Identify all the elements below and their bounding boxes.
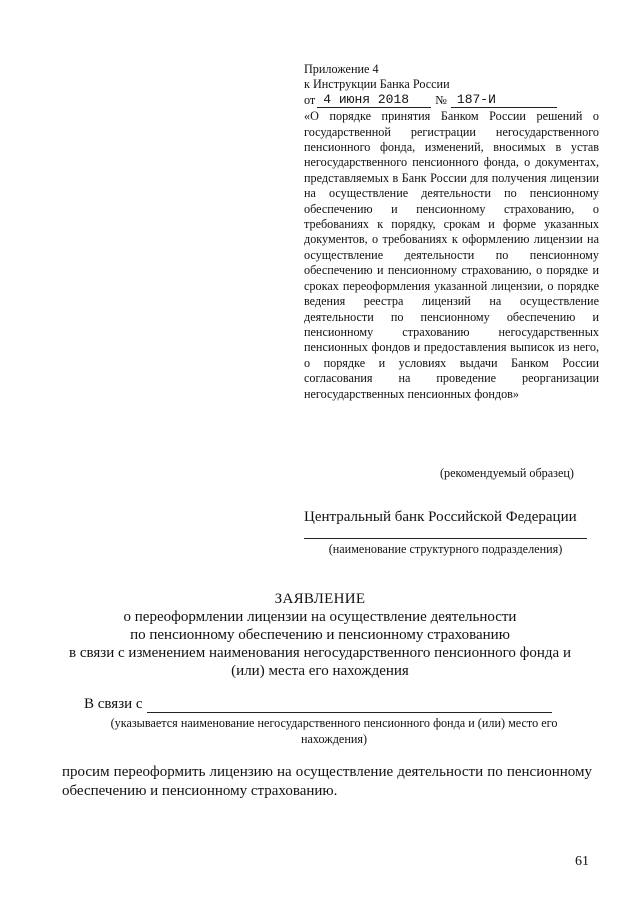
- statement-subtitle-line-3: в связи с изменением наименования негосударственного пенсионного фонда и: [69, 645, 571, 661]
- statement-subtitle-line-1: о переоформлении лицензии на осуществление деятельности: [123, 609, 517, 625]
- addressee-bank: Центральный банк Российской Федерации: [304, 509, 577, 525]
- reason-caption: (указывается наименование негосударственного пенсионного фонда и (или) место его нахождения): [110, 716, 558, 746]
- statement-title-block: [20, 590, 620, 680]
- request-text: просим переоформить лицензию на осуществление деятельности по пенсионному обеспечению и пенсионному страхованию.: [62, 764, 592, 799]
- addressee-caption: (наименование структурного подразделения): [328, 542, 563, 556]
- sample-note: (рекомендуемый образец): [440, 466, 574, 480]
- appendix-number: Приложение 4: [304, 62, 379, 76]
- number-sign: №: [435, 92, 447, 107]
- appendix-date-line: [304, 93, 599, 108]
- appendix-header: [304, 62, 599, 402]
- instruction-number: 187-И: [451, 93, 557, 108]
- statement-heading: ЗАЯВЛЕНИЕ: [274, 591, 366, 607]
- reason-blank-field: [147, 698, 552, 713]
- statement-subtitle-line-2: по пенсионному обеспечению и пенсионному страхованию: [130, 627, 510, 643]
- instruction-date: 4 июня 2018: [317, 93, 431, 108]
- reason-label: В связи с: [84, 696, 143, 712]
- instruction-title: «О порядке принятия Банком России решений о государственной регистрации негосударственного пенсионного фонда, изменений, вносимых в устав негосударственного пенсионного фонда, о документах, представляемых в Банк России для получения лицензии на осуществление деятельности по пенсионному обеспечению и пенсионному страхованию, о требованиях к порядку, срокам и форме указанных документов, о требованиях к оформлению лицензии на осуществление деятельности по пенсионному обеспечению и пенсионному страхованию, о порядке и сроках переоформления указанной лицензии, о порядке ведения реестра лицензий на осуществление деятельности по пенсионному обеспечению и пенсионному страхованию негосударственных пенсионных фондов и предоставления выписок из него, о порядке и условиях выдачи Банком России согласования на проведение реорганизации негосударственных пенсионных фондов»: [304, 109, 599, 401]
- statement-subtitle-line-4: (или) места его нахождения: [231, 663, 409, 679]
- date-prefix: от: [304, 92, 316, 107]
- reason-line: [84, 696, 552, 713]
- addressee-underline: [304, 538, 587, 539]
- appendix-instruction-ref: к Инструкции Банка России: [304, 77, 450, 92]
- page-number: 61: [575, 854, 589, 869]
